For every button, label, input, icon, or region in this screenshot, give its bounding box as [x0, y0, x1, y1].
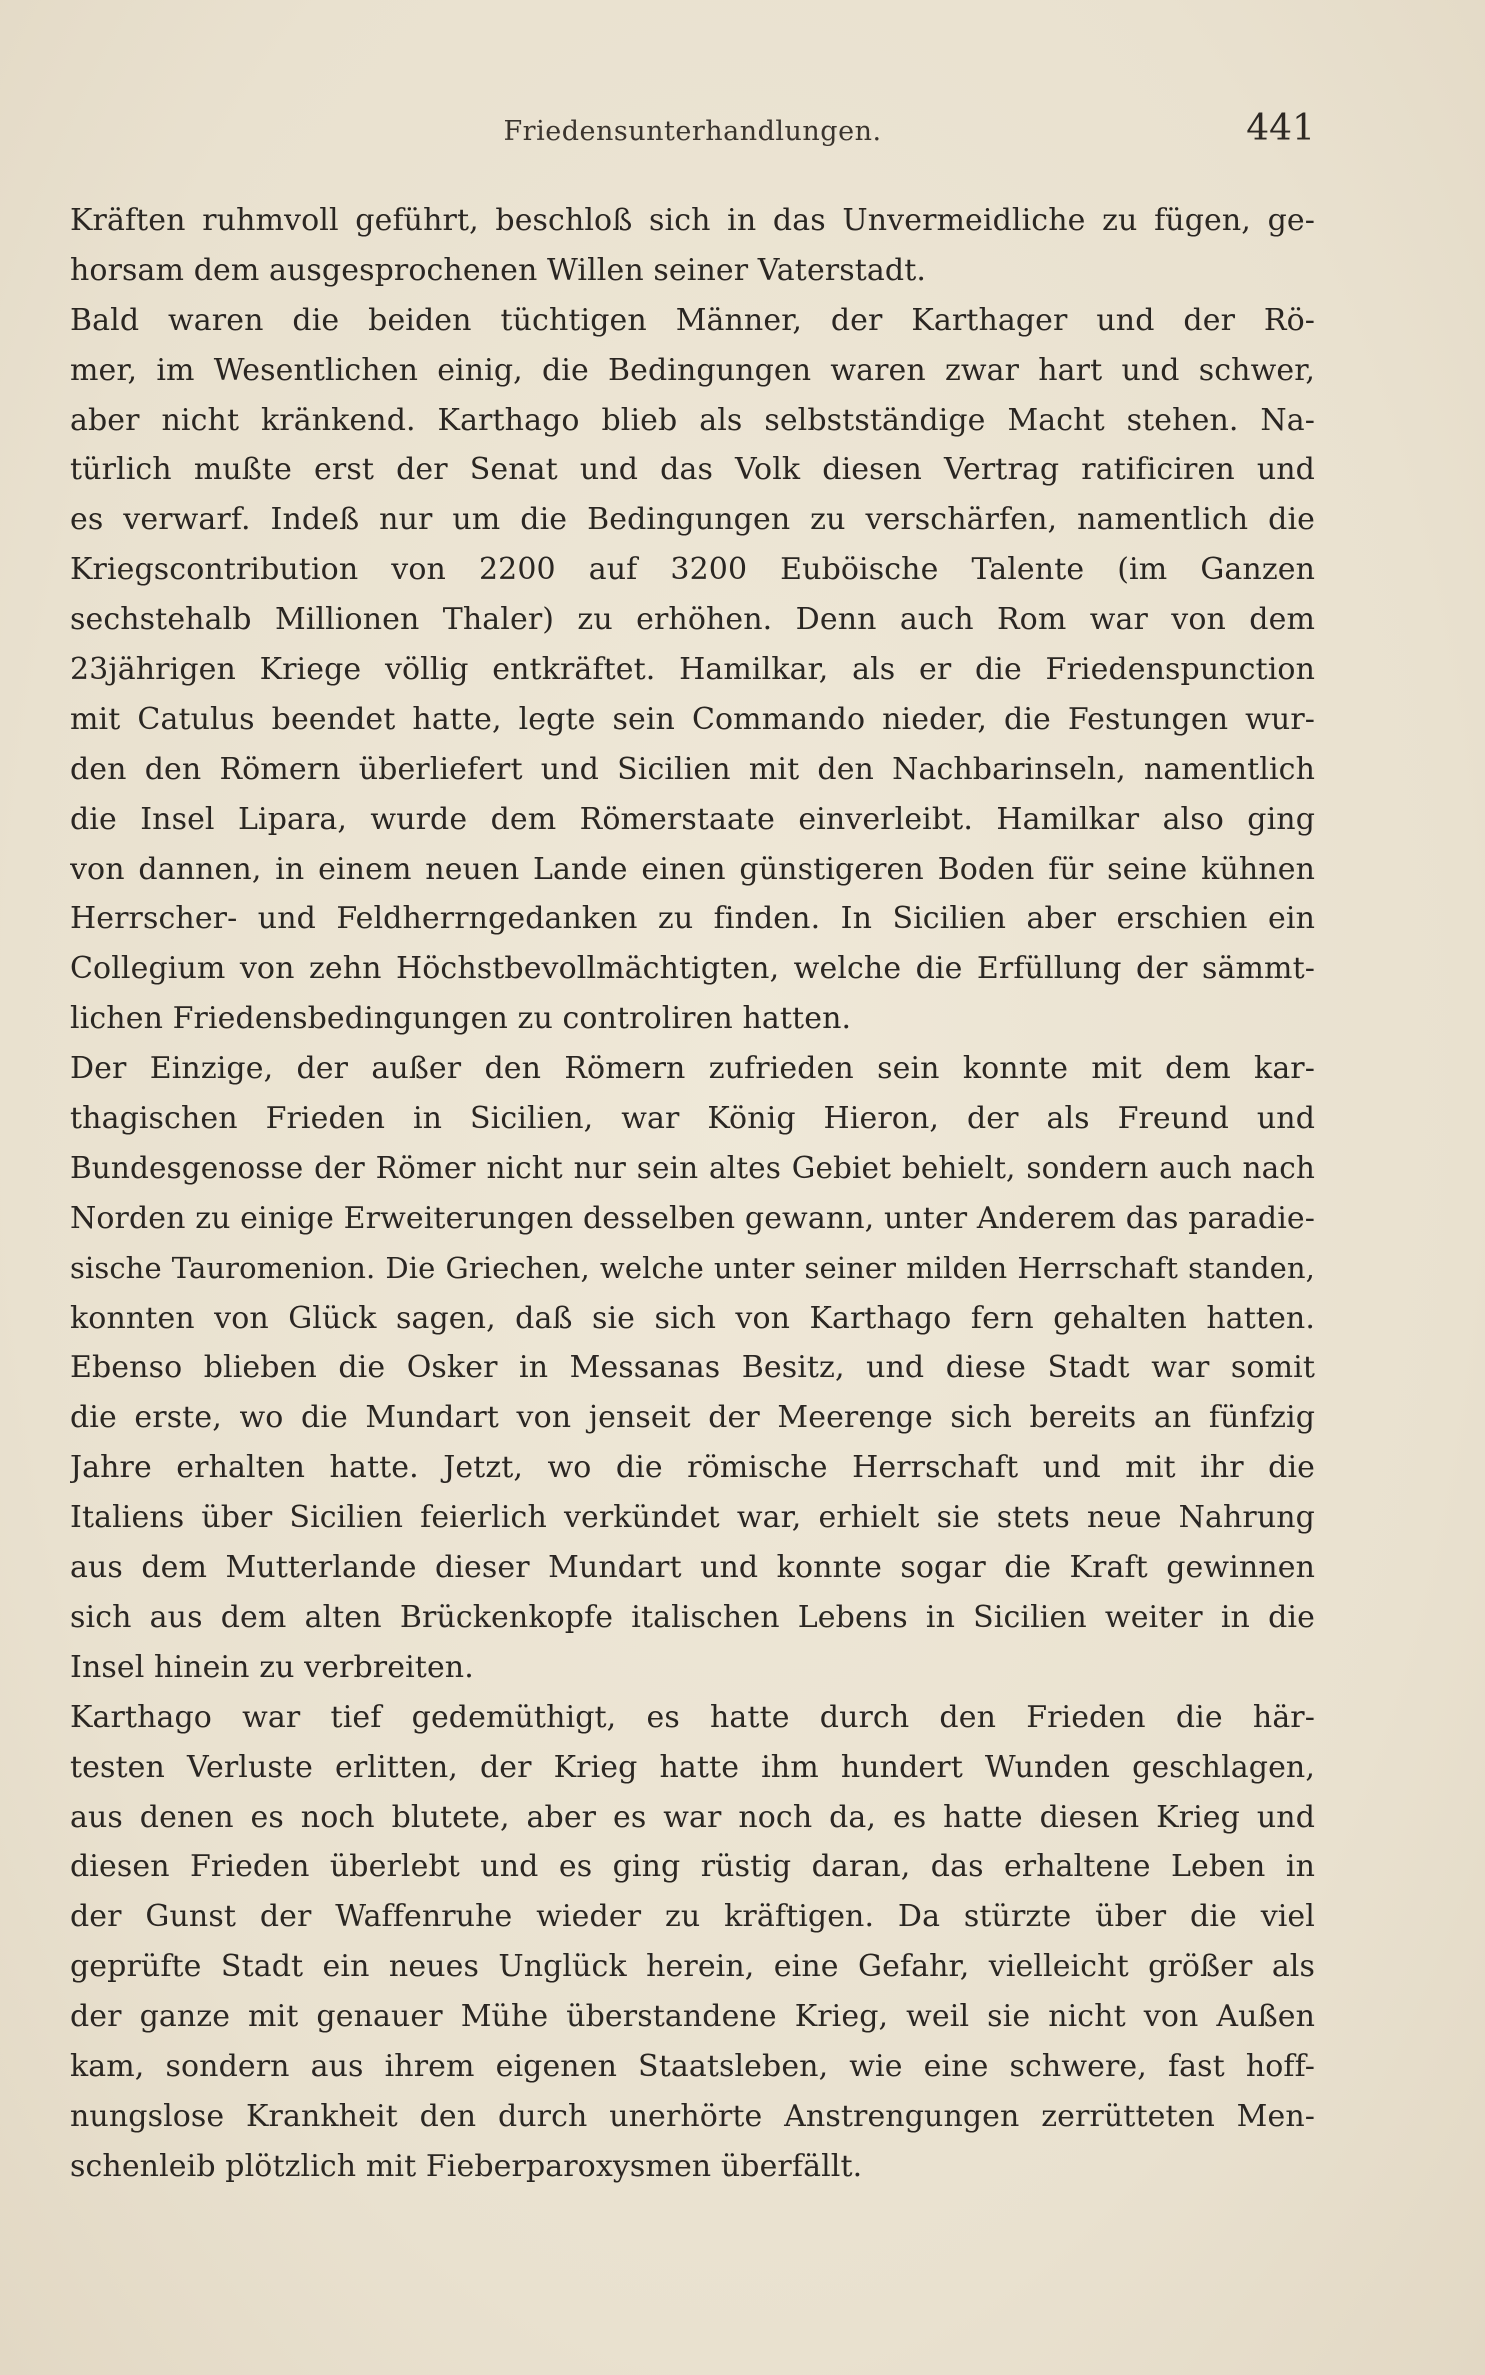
text-line: Der Einzige, der außer den Römern zufrieden sein konnte mit dem kar-: [70, 1051, 1315, 1087]
page-number: 441: [1246, 108, 1315, 149]
text-line: türlich mußte erst der Senat und das Volk diesen Vertrag ratificiren und: [70, 452, 1315, 488]
text-line: Kriegscontribution von 2200 auf 3200 Euböische Talente (im Ganzen: [70, 552, 1315, 588]
text-line: mit Catulus beendet hatte, legte sein Commando nieder, die Festungen wur-: [70, 701, 1315, 737]
text-line: Norden zu einige Erweiterungen desselben gewann, unter Anderem das paradie-: [70, 1200, 1315, 1236]
text-line: mer, im Wesentlichen einig, die Bedingungen waren zwar hart und schwer,: [70, 352, 1315, 388]
text-line: nungslose Krankheit den durch unerhörte Anstrengungen zerrütteten Men-: [70, 2098, 1315, 2134]
text-line: geprüfte Stadt ein neues Unglück herein, eine Gefahr, vielleicht größer als: [70, 1949, 1315, 1985]
text-line: Italiens über Sicilien feierlich verkündet war, erhielt sie stets neue Nahrung: [70, 1500, 1315, 1536]
text-line: Insel hinein zu verbreiten.: [70, 1649, 474, 1685]
text-line: konnten von Glück sagen, daß sie sich von Karthago fern gehalten hatten.: [70, 1300, 1315, 1336]
text-line: diesen Frieden überlebt und es ging rüstig daran, das erhaltene Leben in: [70, 1849, 1315, 1885]
text-line: die erste, wo die Mundart von jenseit der Meerenge sich bereits an fünfzig: [70, 1400, 1315, 1436]
text-line: lichen Friedensbedingungen zu controliren hatten.: [70, 1001, 852, 1037]
text-line: aber nicht kränkend. Karthago blieb als selbstständige Macht stehen. Na-: [70, 402, 1315, 438]
text-line: aus denen es noch blutete, aber es war noch da, es hatte diesen Krieg und: [70, 1799, 1315, 1835]
text-line: von dannen, in einem neuen Lande einen günstigeren Boden für seine kühnen: [70, 851, 1315, 887]
text-line: es verwarf. Indeß nur um die Bedingungen zu verschärfen, namentlich die: [70, 502, 1315, 538]
running-title: Friedensunterhandlungen.: [503, 116, 882, 147]
text-line: sische Tauromenion. Die Griechen, welche unter seiner milden Herrschaft standen,: [70, 1250, 1315, 1285]
text-line: Ebenso blieben die Osker in Messanas Besitz, und diese Stadt war somit: [70, 1350, 1315, 1386]
text-line: 23jährigen Kriege völlig entkräftet. Hamilkar, als er die Friedenspunction: [70, 652, 1315, 688]
body-text: [70, 196, 1315, 2192]
text-line: Collegium von zehn Höchstbevollmächtigten, welche die Erfüllung der sämmt-: [70, 951, 1315, 987]
text-line: Kräften ruhmvoll geführt, beschloß sich in das Unvermeidliche zu fügen, ge-: [70, 203, 1315, 238]
text-line: testen Verluste erlitten, der Krieg hatte ihm hundert Wunden geschlagen,: [70, 1749, 1315, 1785]
text-line: Herrscher- und Feldherrngedanken zu finden. In Sicilien aber erschien ein: [70, 901, 1315, 937]
text-line: Bald waren die beiden tüchtigen Männer, der Karthager und der Rö-: [70, 302, 1315, 338]
text-line: Bundesgenosse der Römer nicht nur sein altes Gebiet behielt, sondern auch nach: [70, 1150, 1315, 1185]
text-line: aus dem Mutterlande dieser Mundart und konnte sogar die Kraft gewinnen: [70, 1550, 1315, 1586]
running-head: [70, 108, 1315, 158]
text-line: den den Römern überliefert und Sicilien mit den Nachbarinseln, namentlich: [70, 751, 1315, 787]
text-line: thagischen Frieden in Sicilien, war König Hieron, der als Freund und: [70, 1101, 1315, 1137]
text-line: der Gunst der Waffenruhe wieder zu kräftigen. Da stürzte über die viel: [70, 1899, 1315, 1935]
text-line: die Insel Lipara, wurde dem Römerstaate einverleibt. Hamilkar also ging: [70, 801, 1315, 837]
text-line: sechstehalb Millionen Thaler) zu erhöhen. Denn auch Rom war von dem: [70, 602, 1315, 638]
text-line: der ganze mit genauer Mühe überstandene Krieg, weil sie nicht von Außen: [70, 1999, 1315, 2035]
text-line: sich aus dem alten Brückenkopfe italischen Lebens in Sicilien weiter in die: [70, 1599, 1315, 1635]
text-line: kam, sondern aus ihrem eigenen Staatsleben, wie eine schwere, fast hoff-: [70, 2048, 1315, 2084]
text-line: Jahre erhalten hatte. Jetzt, wo die römische Herrschaft und mit ihr die: [70, 1450, 1315, 1486]
text-line: horsam dem ausgesprochenen Willen seiner Vaterstadt.: [70, 252, 926, 288]
text-line: Karthago war tief gedemüthigt, es hatte durch den Frieden die här-: [70, 1699, 1315, 1735]
text-line: schenleib plötzlich mit Fieberparoxysmen überfällt.: [70, 2148, 863, 2184]
